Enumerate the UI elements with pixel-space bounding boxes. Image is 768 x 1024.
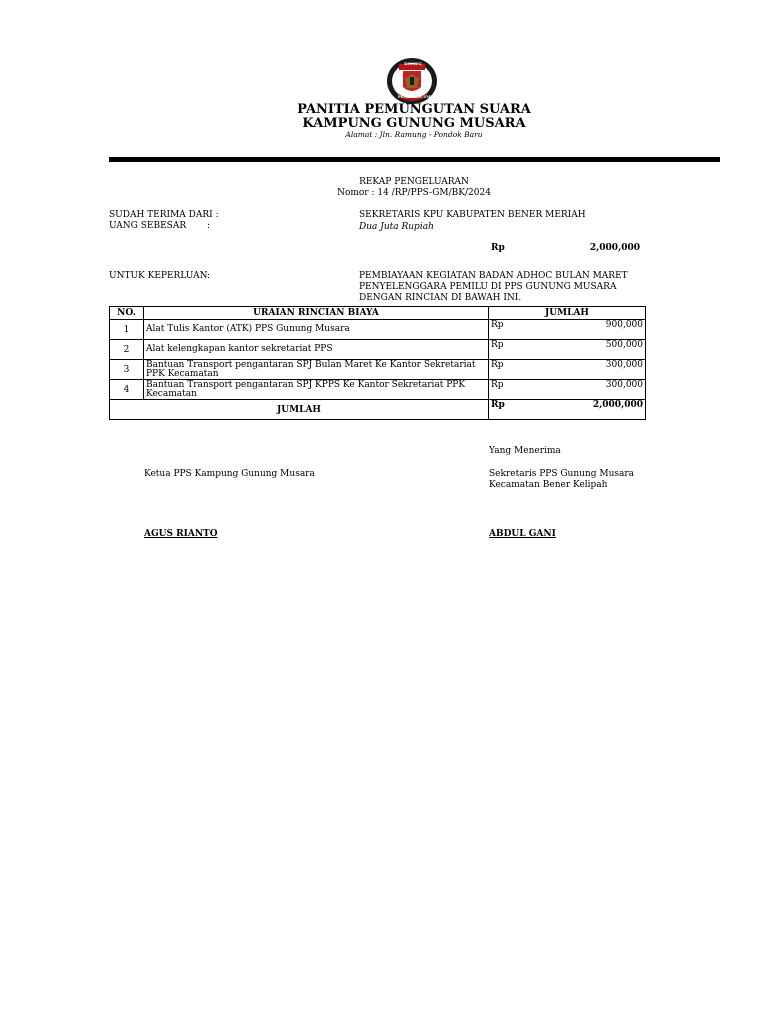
total-amount: 2,000,000: [592, 400, 643, 410]
table-row: [110, 340, 646, 360]
header-description: URAIAN RINCIAN BIAYA: [144, 307, 489, 320]
received-from-label: SUDAH TERIMA DARI :: [109, 210, 219, 220]
row-amount-cell: [489, 380, 646, 400]
right-signatory-name: ABDUL GANI: [489, 529, 556, 539]
total-amount-cell: [489, 400, 646, 420]
row-amount: 300,000: [605, 380, 643, 390]
row-currency: Rp: [491, 380, 504, 390]
total-label: JUMLAH: [110, 400, 489, 420]
purpose-label: UNTUK KEPERLUAN: [109, 271, 208, 281]
row-no: 3: [110, 360, 144, 380]
amount-words: Dua Juta Rupiah: [359, 222, 434, 232]
row-currency: Rp: [491, 320, 504, 330]
row-amount: 500,000: [605, 340, 643, 350]
left-signatory-name: AGUS RIANTO: [144, 529, 218, 539]
logo-text-bottom: PEMILIHAN UMUM: [398, 95, 438, 99]
receiver-heading: Yang Menerima: [489, 446, 561, 456]
logo-text-top: KOMISI: [404, 61, 422, 66]
purpose-line-2: PENYELENGGARA PEMILU DI PPS GUNUNG MUSARA: [359, 282, 617, 292]
header-title-2: KAMPUNG GUNUNG MUSARA: [302, 116, 526, 131]
header-amount: JUMLAH: [489, 307, 646, 320]
table-header-row: [110, 307, 646, 320]
header-divider: [109, 157, 720, 162]
purpose-line-3: DENGAN RINCIAN DI BAWAH INI.: [359, 293, 522, 303]
right-signatory-role-1: Sekretaris PPS Gunung Musara: [489, 469, 635, 479]
doc-title: REKAP PENGELUARAN: [359, 177, 469, 187]
row-description: Bantuan Transport pengantaran SPJ Bulan Maret Ke Kantor Sekretariat PPK Kecamatan: [144, 360, 489, 380]
purpose-line-1: PEMBIAYAAN KEGIATAN BADAN ADHOC BULAN MARET: [359, 271, 628, 281]
total-currency: Rp: [491, 400, 505, 410]
row-amount: 300,000: [605, 360, 643, 370]
expense-table: [109, 306, 646, 420]
table-row: [110, 380, 646, 400]
amount-colon: :: [207, 221, 211, 231]
table-row: [110, 320, 646, 340]
table-row: [110, 360, 646, 380]
row-description: Alat Tulis Kantor (ATK) PPS Gunung Musara: [144, 320, 489, 340]
right-signatory-role-2: Kecamatan Bener Kelipah: [489, 480, 608, 490]
row-amount-cell: [489, 320, 646, 340]
row-currency: Rp: [491, 340, 504, 350]
doc-number: Nomor : 14 /RP/PPS-GM/BK/2024: [337, 188, 491, 198]
amount-label: UANG SEBESAR: [109, 221, 187, 231]
row-no: 4: [110, 380, 144, 400]
row-description: Bantuan Transport pengantaran SPJ KPPS Ke Kantor Sekretariat PPK Kecamatan: [144, 380, 489, 400]
row-no: 1: [110, 320, 144, 340]
header-title-1: PANITIA PEMUNGUTAN SUARA: [297, 102, 531, 117]
row-currency: Rp: [491, 360, 504, 370]
row-amount-cell: [489, 340, 646, 360]
amount-currency: Rp: [491, 243, 505, 253]
amount-value: 2,000,000: [589, 243, 640, 253]
received-from-value: SEKRETARIS KPU KABUPATEN BENER MERIAH: [359, 210, 586, 220]
row-amount: 900,000: [605, 320, 643, 330]
purpose-colon: :: [207, 271, 211, 281]
row-amount-cell: [489, 360, 646, 380]
header-address: Alamat : Jln. Ramung - Pondok Baru: [345, 130, 483, 139]
header-no: NO.: [110, 307, 144, 320]
table-total-row: [110, 400, 646, 420]
row-description: Alat kelengkapan kantor sekretariat PPS: [144, 340, 489, 360]
row-no: 2: [110, 340, 144, 360]
left-signatory-role: Ketua PPS Kampung Gunung Musara: [144, 469, 315, 479]
